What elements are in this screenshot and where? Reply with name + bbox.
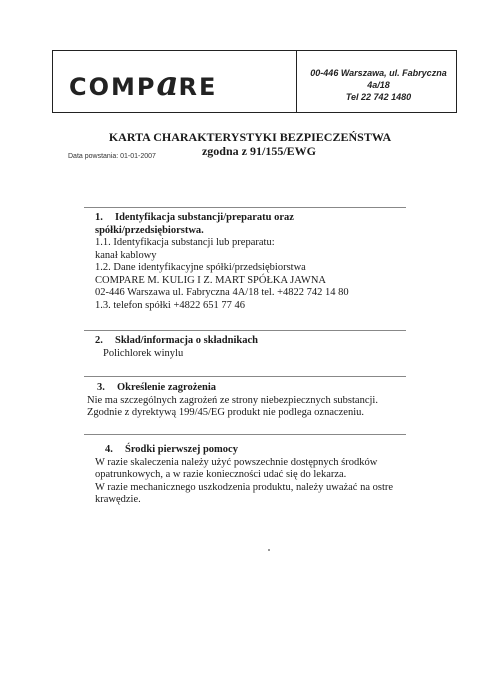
section-2-heading-text: Skład/informacja o składnikach	[115, 335, 258, 346]
section-1-line: kanał kablowy	[95, 249, 157, 261]
section-1-line: COMPARE M. KULIG I Z. MART SPÓŁKA JAWNA	[95, 274, 327, 286]
header-divider	[296, 51, 297, 112]
section-divider-4	[84, 434, 406, 435]
section-2-number: 2.	[95, 335, 103, 346]
section-1-number: 1.	[95, 212, 103, 223]
section-4-heading-text: Środki pierwszej pomocy	[125, 444, 238, 455]
document-title: KARTA CHARAKTERYSTYKI BEZPIECZEŃSTWA	[108, 130, 392, 144]
section-4-number: 4.	[105, 444, 113, 455]
section-2-heading	[95, 335, 425, 348]
document-subtitle: zgodna z 91/155/EWG	[201, 144, 316, 158]
address-line-2: Tel 22 742 1480	[345, 92, 412, 102]
section-1-line: 1.1. Identyfikacja substancji lub preparatu:	[95, 237, 275, 248]
section-4	[95, 444, 425, 507]
header-box	[52, 50, 457, 113]
section-divider-2	[84, 330, 406, 331]
section-3-number: 3.	[97, 382, 105, 393]
section-divider-3	[84, 376, 406, 377]
section-divider-1	[84, 207, 406, 208]
section-2	[95, 335, 425, 360]
section-3-line: Nie ma szczególnych zagrożeń ze strony niebezpiecznych substancji.	[87, 394, 378, 406]
logo-text-a: a	[156, 64, 179, 104]
section-1-heading	[95, 212, 425, 225]
section-1-heading-line-1: Identyfikacja substancji/preparatu oraz	[115, 212, 294, 223]
scan-speck	[268, 549, 270, 551]
section-1-line: 1.2. Dane identyfikacyjne spółki/przedsiębiorstwa	[95, 262, 306, 273]
section-2-line: Polichlorek winylu	[103, 347, 184, 359]
company-address	[301, 67, 456, 103]
section-3-line: Zgodnie z dyrektywą 199/45/EG produkt nie podlega oznaczeniu.	[87, 407, 364, 418]
section-1	[95, 212, 425, 312]
section-1-line: 02-446 Warszawa ul. Fabryczna 4A/18 tel. +4822 742 14 80	[95, 287, 349, 298]
section-4-line: krawędzie.	[95, 494, 141, 505]
creation-date: Data powstania: 01-01-2007	[68, 153, 156, 160]
company-logo	[69, 64, 244, 104]
section-3-heading	[87, 382, 417, 395]
section-3	[87, 382, 417, 420]
section-3-heading-text: Określenie zagrożenia	[117, 382, 217, 393]
logo-text-part2: RE	[178, 73, 218, 101]
section-1-line: 1.3. telefon spółki +4822 651 77 46	[95, 299, 245, 311]
section-4-line: W razie skaleczenia należy użyć powszechnie dostępnych środków	[95, 456, 378, 468]
address-line-1: 00-446 Warszawa, ul. Fabryczna 4a/18	[310, 68, 447, 90]
logo-text-part1: COMP	[69, 73, 157, 101]
section-1-heading-line-2: spółki/przedsiębiorstwa.	[95, 224, 204, 236]
section-4-line: W razie mechanicznego uszkodzenia produktu, należy uważać na ostre	[95, 481, 394, 493]
section-4-line: opatrunkowych, a w razie konieczności udać się do lekarza.	[95, 469, 347, 480]
logo-text	[69, 64, 218, 104]
section-4-heading	[95, 444, 425, 457]
